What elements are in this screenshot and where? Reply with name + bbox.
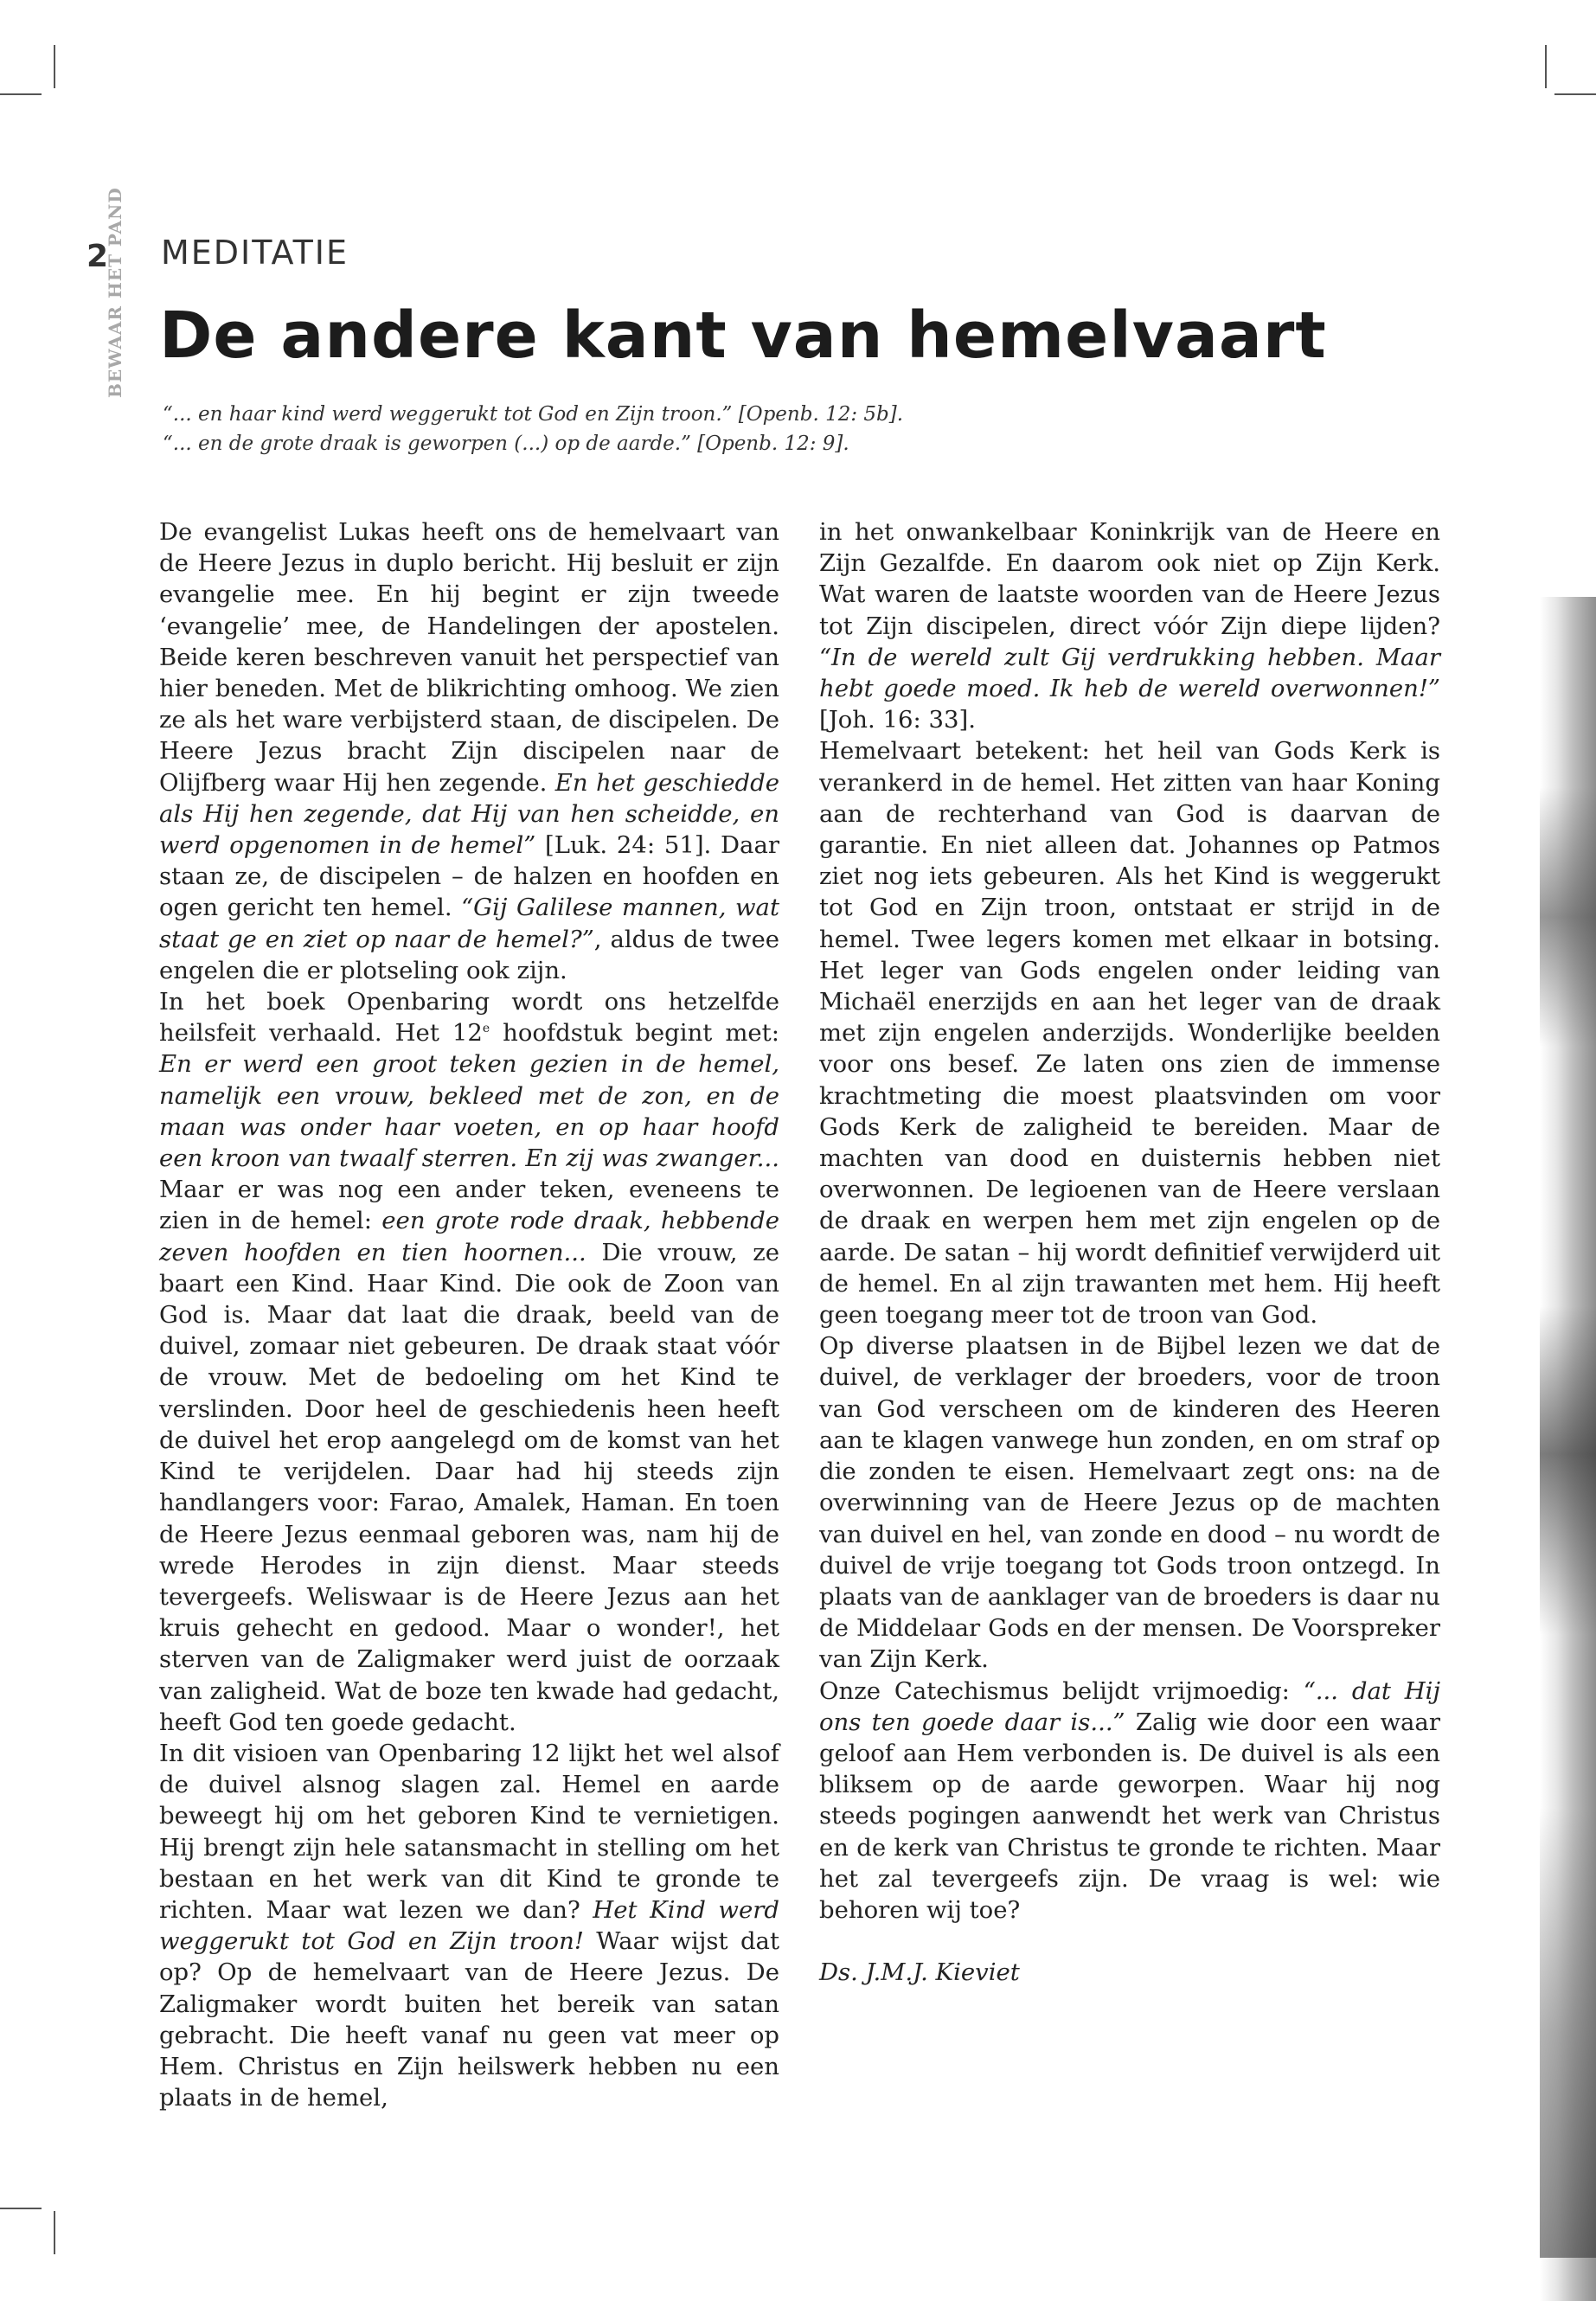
photo-shade <box>1540 787 1596 1047</box>
crop-mark <box>0 93 42 95</box>
crop-mark <box>0 2208 42 2209</box>
text: [Joh. 16: 33]. <box>819 706 976 734</box>
edge-photo <box>1540 597 1596 2301</box>
article-title: De andere kant van hemelvaart <box>159 298 1327 373</box>
text: Waar wijst dat op? Op de hemelvaart van de Heere Jezus. De Zaligmaker wordt buiten het bereik van satan gebracht. Die heeft vanaf nu geen vat meer op Hem. Christus en Zijn heilswerk hebben nu een plaats in de hemel, <box>159 1927 779 2112</box>
left-column <box>159 516 779 2113</box>
epigraph-line: “... en de grote draak is geworpen (...) op de aarde.” [Openb. 12: 9]. <box>163 433 849 455</box>
quote: En er werd een groot teken gezien in de hemel, namelijk een vrouw, bekleed met de zon, en de maan was onder haar voeten, en op haar hoofd een kroon van twaalf sterren. En zij was zwanger... <box>159 1050 779 1173</box>
text: hoofdstuk begint met: <box>490 1019 779 1048</box>
text: In het boek Openbaring wordt ons hetzelfde heilsfeit verhaald. Het 12 <box>159 988 779 1048</box>
paragraph: Hemelvaart betekent: het heil van Gods Kerk is verankerd in de hemel. Het zitten van haar Koning aan de rechterhand van God is daarvan de garantie. En niet alleen dat. Johannes op Patmos ziet nog iets gebeuren. Als het Kind is weggerukt tot God en Zijn troon, ontstaat er strijd in de hemel. Twee legers komen met elkaar in botsing. Het leger van Gods engelen onder leiding van Michaël enerzijds en aan het leger van de draak met zijn engelen anderzijds. Wonderlijke beelden voor ons besef. Ze laten ons zien de immense krachtmeting die moest plaatsvinden om voor Gods Kerk de zaligheid te bereiden. Maar de machten van dood en duisternis hebben niet overwonnen. De legioenen van de Heere verslaan de draak en werpen hem met zijn engelen op de aarde. De satan – hij wordt definitief verwijderd uit de hemel. En al zijn trawanten met hem. Hij heeft geen toegang meer tot de troon van God. <box>819 737 1440 1330</box>
text: De evangelist Lukas heeft ons de hemelvaart van de Heere Jezus in duplo bericht. Hij besluit er zijn evangelie mee. En hij begint er zijn tweede ‘evangelie’ mee, de Handelingen der apostelen. Beide keren beschreven vanuit het perspectief van hier beneden. Met de blikrichting omhoog. We zien ze als het ware verbijsterd staan, de discipelen. De Heere Jezus bracht Zijn discipelen naar de Olijfberg waar Hij hen zegende. <box>159 518 779 797</box>
text: Onze Catechismus belijdt vrijmoedig: <box>819 1676 1304 1705</box>
quote: Het Kind werd weggerukt tot God en Zijn troon! <box>159 1895 779 1956</box>
crop-mark <box>54 2211 55 2254</box>
superscript: e <box>482 1022 490 1036</box>
epigraph-line: “... en haar kind werd weggerukt tot God en Zijn troon.” [Openb. 12: 5b]. <box>163 403 904 426</box>
photo-shade <box>1540 1306 1596 1635</box>
quote: “... dat Hij ons ten goede daar is...” <box>819 1676 1440 1736</box>
text: Die vrouw, ze baart een Kind. Haar Kind. Die ook de Zoon van God is. Maar dat laat die draak, beeld van de duivel, zomaar niet gebeuren. De draak staat vóór de vrouw. Met de bedoeling om het Kind te verslinden. Door heel de geschiedenis heen heeft de duivel het erop aangelegd om de komst van het Kind te verijdelen. Daar had hij steeds zijn handlangers voor: Farao, Amalek, Haman. En toen de Heere Jezus eenmaal geboren was, nam hij de wrede Herodes in zijn dienst. Maar steeds tevergeefs. Weliswaar is de Heere Jezus aan het kruis gehecht en gedood. Maar o wonder!, het sterven van de Zaligmaker werd juist de oorzaak van zaligheid. Wat de boze ten kwade had gedacht, heeft God ten goede gedacht. <box>159 1238 779 1736</box>
crop-mark <box>1545 45 1547 88</box>
page-number: 2 <box>87 239 109 274</box>
text: Zalig wie door een waar geloof aan Hem verbonden is. De duivel is als een bliksem op de aarde geworpen. Waar hij nog steeds pogingen aanwendt het werk van Christus en de kerk van Christus te gronde te richten. Maar het zal tevergeefs zijn. De vraag is wel: wie behoren wij toe? <box>819 1708 1440 1924</box>
paragraph <box>159 986 779 1738</box>
quote: “Gij Galilese mannen, wat staat ge en ziet op naar de hemel?” <box>159 894 779 953</box>
epigraph <box>163 400 1201 458</box>
photo-shade <box>1540 1808 1596 2258</box>
crop-mark <box>54 45 55 88</box>
paragraph: Op diverse plaatsen in de Bijbel lezen we dat de duivel, de verklager der broeders, voor de troon van God verscheen om de kinderen des Heeren aan te klagen vanwege hun zonden, en om straf op die zonden te eisen. Hemelvaart zegt ons: na de overwinning van de Heere Jezus op de machten van duivel en hel, van zonde en dood – nu wordt de duivel de vrije toegang tot Gods troon ontzegd. In plaats van de aanklager van de broeders is daar nu de Middelaar Gods en der mensen. De Voorspreker van Zijn Kerk. <box>819 1332 1440 1674</box>
right-column <box>819 516 1440 1988</box>
text: in het onwankelbaar Koninkrijk van de Heere en Zijn Gezalfde. En daarom ook niet op Zijn Kerk. Wat waren de laatste woorden van de Heere Jezus tot Zijn discipelen, direct vóór Zijn diepe lijden? <box>819 518 1440 640</box>
author-signature: Ds. J.M.J. Kieviet <box>819 1958 1020 1987</box>
quote: een grote rode draak, hebbende zeven hoofden en tien hoornen... <box>159 1207 779 1266</box>
text: , aldus de twee engelen die er plotseling ook zijn. <box>159 925 779 984</box>
text: Maar er was nog een ander teken, eveneens te zien in de hemel: <box>159 1176 779 1235</box>
text: [Luk. 24: 51]. Daar staan ze, de discipelen – de halzen en hoofden en ogen gericht ten hemel. <box>159 831 779 922</box>
paragraph <box>159 1738 779 2113</box>
section-label: MEDITATIE <box>161 234 349 272</box>
quote: “In de wereld zult Gij verdrukking hebben. Maar hebt goede moed. Ik heb de wereld overwonnen!” <box>819 643 1440 703</box>
quote: En het geschiedde als Hij hen zegende, dat Hij van hen scheidde, en werd opgenomen in de hemel” <box>159 768 780 860</box>
paragraph <box>819 516 1440 735</box>
text: In dit visioen van Openbaring 12 lijkt het wel alsof de duivel alsnog slagen zal. Hemel en aarde beweegt hij om het geboren Kind te vernietigen. Hij brengt zijn hele satansmacht in stelling om het bestaan en het werk van dit Kind te gronde te richten. Maar wat lezen we dan? <box>159 1739 779 1924</box>
paragraph <box>159 516 779 986</box>
magazine-side-label: BEWAAR HET PAND <box>105 187 125 398</box>
paragraph <box>819 1676 1440 1926</box>
crop-mark <box>1554 93 1596 95</box>
